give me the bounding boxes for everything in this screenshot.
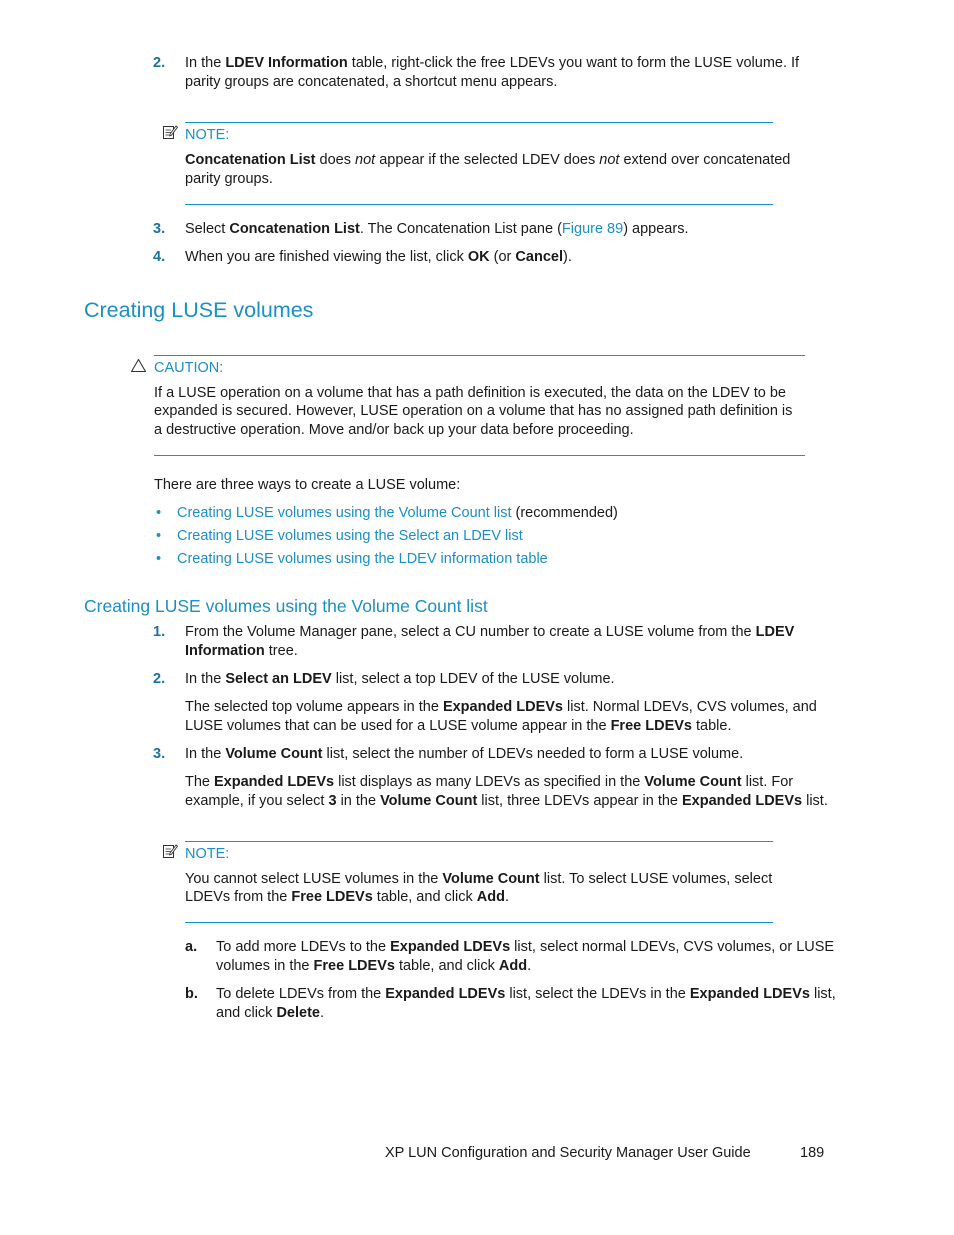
text: appear if the selected LDEV does [375, 152, 600, 168]
text: list, select the number of LDEVs needed to form a LUSE volume. [322, 746, 744, 762]
text: To delete LDEVs from the [216, 986, 386, 1002]
ui-term: Expanded LDEVs [214, 774, 335, 790]
note-rule-bottom [185, 922, 773, 923]
text: . [504, 889, 509, 905]
ui-term: LDEV Information [225, 55, 348, 71]
text: list. Normal LDEVs, CVS volumes, and [563, 699, 817, 715]
text: ). [562, 249, 572, 265]
text: ) appears. [623, 221, 689, 237]
emphasis: not [355, 152, 376, 168]
step-text [185, 248, 572, 267]
intro-text: There are three ways to create a LUSE volume: [154, 477, 461, 493]
text: table, and click [372, 889, 477, 905]
step-number: 2. [153, 671, 166, 687]
step-text [185, 220, 688, 239]
note-rule-top [185, 122, 773, 123]
text: list, select normal LDEVs, CVS volumes, or LUSE [510, 939, 835, 955]
note-rule-bottom [185, 204, 773, 205]
note-text [185, 870, 772, 889]
text: and click [216, 1005, 277, 1021]
text: volumes in the [216, 958, 314, 974]
text: does [315, 152, 356, 168]
text: In the [185, 671, 226, 687]
ui-term: Free LDEVs [313, 958, 395, 974]
subsection-heading: Creating LUSE volumes using the Volume Count list [84, 596, 488, 616]
ui-term: Information [185, 643, 265, 659]
list-item [177, 527, 523, 546]
ui-term: Expanded LDEVs [682, 793, 803, 809]
step-text [185, 670, 615, 689]
text: list displays as many LDEVs as specified in the [334, 774, 645, 790]
text: . [527, 958, 532, 974]
ui-term: Volume Count [380, 793, 478, 809]
text: tree. [264, 643, 298, 659]
text: list, [809, 986, 836, 1002]
substep-letter: b. [185, 986, 198, 1002]
text: In the [185, 55, 226, 71]
caution-icon [130, 358, 147, 373]
ui-term: Free LDEVs [291, 889, 373, 905]
text: list, select the LDEVs in the [505, 986, 690, 1002]
text: You cannot select LUSE volumes in the [185, 871, 443, 887]
emphasis: not [599, 152, 620, 168]
ui-term: Volume Count [442, 871, 540, 887]
ui-term: Volume Count [225, 746, 323, 762]
section-link[interactable]: Creating LUSE volumes using the Select an LDEV list [177, 528, 523, 544]
ui-term: LDEV [755, 624, 795, 640]
bullet-marker: • [156, 551, 162, 567]
caution-rule-bottom [154, 455, 805, 456]
ui-term: Concatenation List [229, 221, 360, 237]
text: list. To select LUSE volumes, select [539, 871, 773, 887]
step-text [185, 698, 817, 717]
ui-term: Concatenation List [185, 152, 316, 168]
substep-text [216, 1004, 324, 1023]
substep-text [216, 938, 834, 957]
text: table. [691, 718, 732, 734]
note-label: NOTE: [185, 846, 230, 862]
figure-link[interactable]: Figure 89 [561, 221, 624, 237]
section-link[interactable]: Creating LUSE volumes using the LDEV information table [177, 551, 548, 567]
step-text [185, 642, 298, 661]
text: list, select a top LDEV of the LUSE volume. [331, 671, 615, 687]
text: extend over concatenated [619, 152, 791, 168]
text: list. [802, 793, 828, 809]
note-text [185, 151, 790, 170]
ui-term: Add [476, 889, 505, 905]
note-icon [162, 124, 178, 140]
step-text [185, 54, 799, 73]
bullet-marker: • [156, 528, 162, 544]
ui-term: Delete [276, 1005, 320, 1021]
step-number: 1. [153, 624, 166, 640]
section-link[interactable]: Creating LUSE volumes using the Volume Count list [177, 505, 512, 521]
ui-term: Select an LDEV [225, 671, 332, 687]
list-item [177, 504, 618, 523]
section-heading: Creating LUSE volumes [84, 298, 314, 322]
text: From the Volume Manager pane, select a CU number to create a LUSE volume from the [185, 624, 756, 640]
text: . [319, 1005, 325, 1021]
step-text [185, 745, 743, 764]
text: (or [489, 249, 516, 265]
step-number: 3. [153, 746, 166, 762]
step-number: 2. [153, 55, 166, 71]
text: LDEVs from the [185, 889, 292, 905]
text: LUSE volumes that can be used for a LUSE volume appear in the [185, 718, 611, 734]
text: in the [336, 793, 381, 809]
note-text [185, 888, 509, 907]
ui-term: Volume Count [644, 774, 742, 790]
ui-term: Expanded LDEVs [390, 939, 511, 955]
caution-text: expanded is secured. However, LUSE operation on a volume that has no assigned path definition is [154, 403, 793, 419]
ui-term: OK [467, 249, 490, 265]
step-number: 4. [153, 249, 166, 265]
ui-term: Free LDEVs [610, 718, 692, 734]
text: . The Concatenation List pane ( [359, 221, 562, 237]
list-item [177, 550, 548, 569]
step-text [185, 792, 828, 811]
text: The selected top volume appears in the [185, 699, 443, 715]
text: table, right-click the free LDEVs you want to form the LUSE volume. If [347, 55, 800, 71]
text: The [185, 774, 215, 790]
substep-text [216, 957, 531, 976]
footer-title: XP LUN Configuration and Security Manager User Guide [385, 1145, 751, 1161]
note-label: NOTE: [185, 127, 230, 143]
note-rule-top [185, 841, 773, 842]
caution-text: a destructive operation. Move and/or back up your data before proceeding. [154, 422, 634, 438]
step-text [185, 717, 731, 736]
text: When you are finished viewing the list, click [185, 249, 468, 265]
text: To add more LDEVs to the [216, 939, 391, 955]
bullet-marker: • [156, 505, 162, 521]
text: In the [185, 746, 226, 762]
ui-term: Expanded LDEVs [442, 699, 563, 715]
step-text: parity groups are concatenated, a shortcut menu appears. [185, 74, 558, 90]
ui-term: Expanded LDEVs [385, 986, 506, 1002]
ui-term: Add [498, 958, 528, 974]
text: (recommended) [511, 505, 618, 521]
caution-label: CAUTION: [154, 360, 224, 376]
substep-text [216, 985, 836, 1004]
text: list, three LDEVs appear in the [477, 793, 683, 809]
text: table, and click [394, 958, 499, 974]
step-number: 3. [153, 221, 166, 237]
ui-term: 3 [328, 793, 337, 809]
step-text [185, 773, 793, 792]
note-text: parity groups. [185, 171, 273, 187]
step-text [185, 623, 794, 642]
note-icon [162, 843, 178, 859]
text: list. For [741, 774, 794, 790]
page-number: 189 [800, 1145, 825, 1161]
caution-text: If a LUSE operation on a volume that has a path definition is executed, the data on the LDEV to be [154, 385, 786, 401]
ui-term: Expanded LDEVs [689, 986, 810, 1002]
ui-term: Cancel [515, 249, 563, 265]
text: Select [185, 221, 230, 237]
substep-letter: a. [185, 939, 198, 955]
text: example, if you select [185, 793, 329, 809]
caution-rule-top [154, 355, 805, 356]
